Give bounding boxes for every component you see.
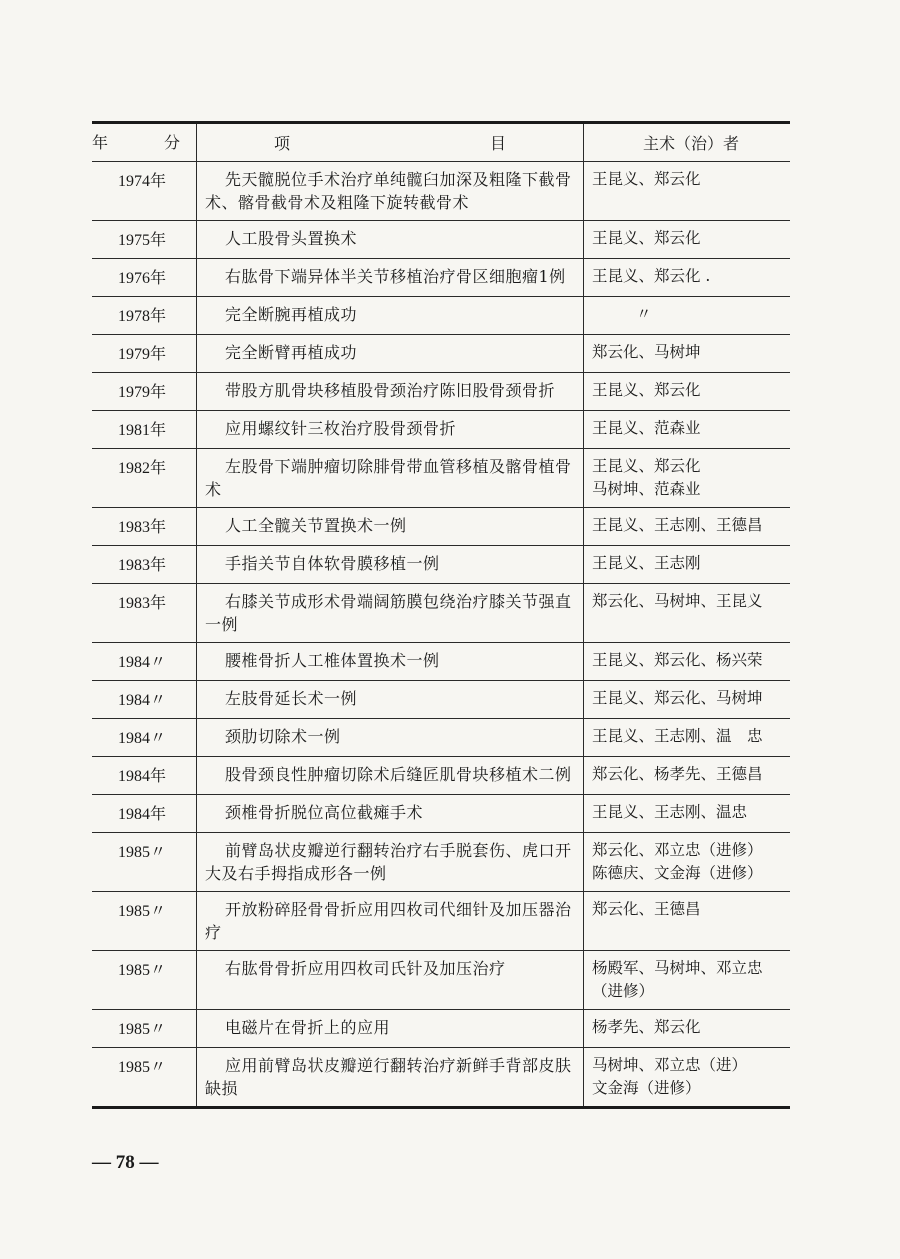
row-year: 1984〃 (117, 730, 166, 747)
table-row (92, 373, 790, 411)
surgeon-line: 王昆义、郑云化 (592, 381, 701, 399)
header-who: 主术（治）者 (583, 124, 790, 161)
table-row (92, 259, 790, 297)
header-item (196, 124, 583, 161)
surgeon-line: 文金海（进修） (592, 1079, 701, 1097)
row-item: 右肱骨下端异体半关节移植治疗骨区细胞瘤1例 (196, 259, 583, 296)
surgeon-line: 王昆义、郑云化 . (592, 267, 711, 285)
header-year-left: 年 (92, 135, 109, 152)
row-item: 电磁片在骨折上的应用 (196, 1010, 583, 1047)
row-year: 1984〃 (117, 654, 166, 671)
table-row (92, 584, 790, 643)
row-year: 1982年 (117, 460, 166, 477)
table-row (92, 508, 790, 546)
row-year: 1975年 (117, 232, 166, 249)
surgeon-line: 王昆义、王志刚、王德昌 (592, 516, 763, 534)
table-row (92, 335, 790, 373)
surgeon-line: 陈德庆、文金海（进修） (592, 864, 763, 882)
row-surgeons (583, 584, 790, 642)
row-item: 腰椎骨折人工椎体置换术一例 (196, 643, 583, 680)
surgeon-line: 王昆义、王志刚、温 忠 (592, 727, 763, 745)
surgeon-line: 〃 (636, 305, 652, 323)
row-year: 1976年 (117, 270, 166, 287)
row-item: 左股骨下端肿瘤切除腓骨带血管移植及髂骨植骨术 (196, 449, 583, 507)
row-item: 应用前臂岛状皮瓣逆行翻转治疗新鲜手背部皮肤缺损 (196, 1048, 583, 1106)
table-row (92, 892, 790, 951)
row-surgeons (583, 951, 790, 1009)
table-row (92, 719, 790, 757)
table-row (92, 546, 790, 584)
row-year: 1979年 (117, 346, 166, 363)
row-item: 应用螺纹针三枚治疗股骨颈骨折 (196, 411, 583, 448)
surgeon-line: （进修） (592, 982, 655, 1000)
row-surgeons (583, 335, 790, 372)
row-surgeons (583, 297, 790, 334)
row-item: 左肢骨延长术一例 (196, 681, 583, 718)
row-year: 1983年 (117, 557, 166, 574)
row-item: 开放粉碎胫骨骨折应用四枚司代细针及加压器治疗 (196, 892, 583, 950)
surgeon-line: 王昆义、郑云化、杨兴荣 (592, 651, 763, 669)
row-surgeons (583, 681, 790, 718)
table-row (92, 449, 790, 508)
row-item: 颈椎骨折脱位高位截瘫手术 (196, 795, 583, 832)
row-year: 1974年 (117, 173, 166, 190)
row-surgeons (583, 757, 790, 794)
row-year: 1985〃 (117, 844, 166, 861)
table-row (92, 297, 790, 335)
table-row (92, 795, 790, 833)
row-year: 1985〃 (117, 962, 166, 979)
row-surgeons (583, 833, 790, 891)
row-year: 1981年 (117, 422, 166, 439)
row-surgeons (583, 162, 790, 220)
table-row (92, 681, 790, 719)
surgeon-line: 郑云化、马树坤 (592, 343, 701, 361)
row-year: 1979年 (117, 384, 166, 401)
row-item: 右膝关节成形术骨端阔筋膜包绕治疗膝关节强直一例 (196, 584, 583, 642)
row-surgeons (583, 892, 790, 950)
surgeon-line: 郑云化、杨孝先、王德昌 (592, 765, 763, 783)
header-item-right: 目 (490, 134, 507, 153)
row-surgeons (583, 411, 790, 448)
table-row (92, 757, 790, 795)
surgeon-line: 马树坤、范森业 (592, 480, 701, 498)
row-year: 1984年 (117, 806, 166, 823)
table-row (92, 411, 790, 449)
achievements-table (92, 121, 790, 1109)
surgeon-line: 杨殿军、马树坤、邓立忠 (592, 959, 763, 977)
row-item: 右肱骨骨折应用四枚司氏针及加压治疗 (196, 951, 583, 1009)
row-surgeons (583, 719, 790, 756)
row-year: 1978年 (117, 308, 166, 325)
table-header (92, 124, 790, 162)
surgeon-line: 王昆义、郑云化 (592, 457, 701, 475)
surgeon-line: 郑云化、王德昌 (592, 900, 701, 918)
page-number: — 78 — (92, 1152, 159, 1173)
surgeon-line: 王昆义、王志刚 (592, 554, 701, 572)
row-item: 人工全髋关节置换术一例 (196, 508, 583, 545)
row-surgeons (583, 546, 790, 583)
row-item: 带股方肌骨块移植股骨颈治疗陈旧股骨颈骨折 (196, 373, 583, 410)
row-surgeons (583, 449, 790, 507)
header-year (92, 124, 196, 161)
row-year: 1985〃 (117, 1021, 166, 1038)
row-surgeons (583, 508, 790, 545)
row-item: 股骨颈良性肿瘤切除术后缝匠肌骨块移植术二例 (196, 757, 583, 794)
row-item: 人工股骨头置换术 (196, 221, 583, 258)
table-row (92, 951, 790, 1010)
surgeon-line: 杨孝先、郑云化 (592, 1018, 701, 1036)
surgeon-line: 郑云化、邓立忠（进修） (592, 841, 763, 859)
row-item: 颈肋切除术一例 (196, 719, 583, 756)
table-row (92, 643, 790, 681)
row-surgeons (583, 1048, 790, 1106)
row-surgeons (583, 259, 790, 296)
table-body (92, 162, 790, 1106)
header-item-left: 项 (273, 134, 290, 153)
table-row (92, 1048, 790, 1106)
surgeon-line: 马树坤、邓立忠（进） (592, 1056, 748, 1074)
row-surgeons (583, 221, 790, 258)
surgeon-line: 王昆义、郑云化 (592, 229, 701, 247)
surgeon-line: 郑云化、马树坤、王昆义 (592, 592, 763, 610)
row-year: 1985〃 (117, 1059, 166, 1076)
table-row (92, 833, 790, 892)
row-year: 1984年 (117, 768, 166, 785)
surgeon-line: 王昆义、郑云化 (592, 170, 701, 188)
row-surgeons (583, 1010, 790, 1047)
header-year-right: 分 (163, 135, 180, 152)
table-row (92, 221, 790, 259)
surgeon-line: 王昆义、范森业 (592, 419, 701, 437)
row-year: 1983年 (117, 519, 166, 536)
row-surgeons (583, 643, 790, 680)
table-row (92, 162, 790, 221)
row-year: 1984〃 (117, 692, 166, 709)
row-surgeons (583, 795, 790, 832)
row-item: 完全断腕再植成功 (196, 297, 583, 334)
row-item: 完全断臂再植成功 (196, 335, 583, 372)
table-row (92, 1010, 790, 1048)
row-year: 1985〃 (117, 903, 166, 920)
row-item: 先天髋脱位手术治疗单纯髋臼加深及粗隆下截骨术、髂骨截骨术及粗隆下旋转截骨术 (196, 162, 583, 220)
row-item: 手指关节自体软骨膜移植一例 (196, 546, 583, 583)
surgeon-line: 王昆义、郑云化、马树坤 (592, 689, 763, 707)
surgeon-line: 王昆义、王志刚、温忠 (592, 803, 748, 821)
row-surgeons (583, 373, 790, 410)
row-year: 1983年 (117, 595, 166, 612)
row-item: 前臂岛状皮瓣逆行翻转治疗右手脱套伤、虎口开大及右手拇指成形各一例 (196, 833, 583, 891)
